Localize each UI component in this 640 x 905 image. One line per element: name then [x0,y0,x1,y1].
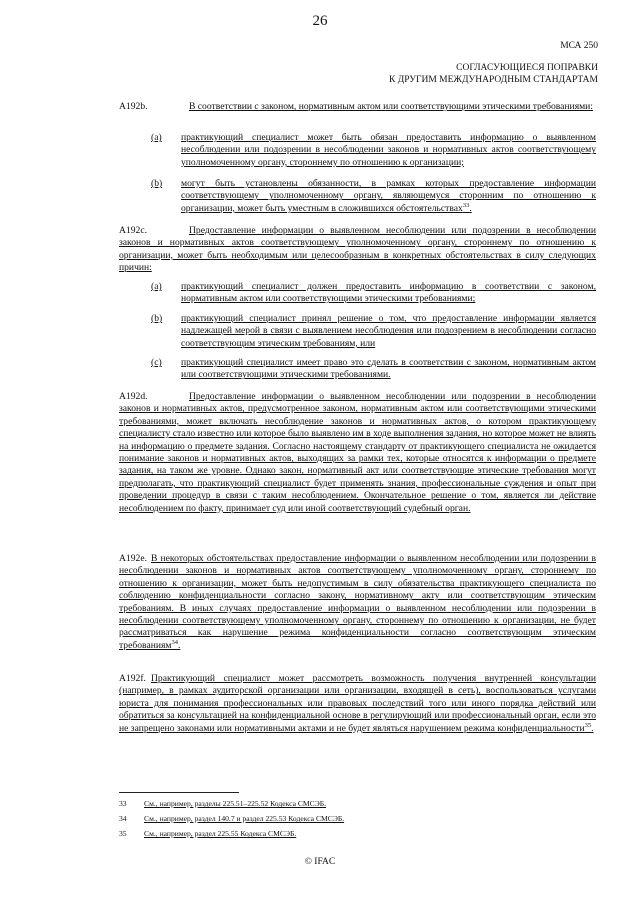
paragraph-tail: . [591,722,594,734]
paragraph-tail: . [177,639,181,651]
paragraph-text: В некоторых обстоятельствах предоставление информации о выявленном несоблюдении или подозрении в несоблюдении законов и нормативных актов соответствующему уполномоченному органу, стороннему по отношению к организации, может быть недопустимым в силу обязательства практикующего специалиста по соблюдению конфиденциальности согласно закону, нормативному акту или соответствующим этическим требованиям. В иных случаях предоставление информации о выявленном несоблюдении или подозрении в несоблюдении соответствующему уполномоченному органу, стороннему по отношению к организации, не будет рассматриваться как нарушение режима конфиденциальности согласно соответствующим этическим требованиям [119,553,596,651]
footnote-number: 35 [119,829,127,838]
footnote-number: 34 [119,814,127,823]
paragraph-text-wrap [119,553,596,652]
list-item-text: практикующий специалист должен предоставить информацию в соответствии с законом, нормативным актом или соответствующими этическими требованиями; [181,281,596,305]
page-number: 26 [312,13,328,29]
paragraph-text: Практикующий специалист может рассмотреть возможность получения внутренней консультации (например, в рамках аудиторской организации или организации, входящей в сеть), воспользоваться услугами юриста для понимания профессиональных или правовых последствий того или иного порядка действий или обратиться за консультацией на конфиденциальной основе в регулирующий или профессиональный орган, если это не запрещено законами или нормативными актами и не будет являться нарушением режима конфиденциальности [119,673,596,734]
footnote-text: См., например, раздел 225.55 Кодекса СМСЭБ. [144,829,297,838]
footnote [119,814,589,823]
list-item [151,357,596,382]
list-item-text: практикующий специалист принял решение о том, что предоставление информации является надлежащей мерой в связи с выявлением несоблюдения или подозрением в несоблюдении согласно соответствующим этическим требованиям, или [181,313,596,349]
footnote-ref-35: 35 [584,721,592,729]
paragraph-label: A192d. [119,391,148,402]
paragraph-text: В соответствии с законом, нормативным актом или соответствующими этическими требованиями: [189,101,593,112]
paragraph-text: Предоставление информации о выявленном несоблюдении или подозрении в несоблюдении законов и нормативных актов соответствующему уполномоченному органу, стороннему по отношению к организации, может быть необходимым или целесообразным в конкретных обстоятельствах в силу следующих причин: [119,225,596,274]
paragraph-text-wrap [119,673,596,735]
standard-code: МСА 250 [560,41,598,51]
list-item [151,178,596,215]
list-item-label: (a) [151,132,162,143]
paragraph-label: A192c. [119,225,147,236]
footnote [119,829,589,838]
footnote-ref-33: 33 [462,201,470,209]
list-item-tail: . [469,202,472,214]
section-header-line-1: СОГЛАСУЮЩИЕСЯ ПОПРАВКИ [456,63,598,73]
paragraph-a192e [119,553,596,652]
list-item-text: практикующий специалист имеет право это сделать в соответствии с законом, нормативным актом или соответствующими этическими требованиями. [181,357,596,381]
list-item [151,313,596,350]
paragraph-a192f [119,673,596,735]
paragraph-text: Предоставление информации о выявленном несоблюдении или подозрении в несоблюдении законов и нормативных актов, предусмотренное законом, нормативным актом или соответствующими этическими требованиями, может включать несоблюдение законов и нормативных актов, о котором практикующему специалисту стало известно или которое было выявлено им в ходе выполнения задания, но которое может не влиять на информацию о предмете задания. Согласно настоящему стандарту от практикующего специалиста не ожидается понимание законов и нормативных актов, выходящих за рамки тех, которые относятся к информации о предмете задания, на таком же уровне. Однако закон, нормативный акт или соответствующие этические требования могут предполагать, что практикующий специалист будет применять знания, профессиональные суждения и опыт при проведении процедур в связи с таким несоблюдением. Окончательное решение о том, является ли действие несоблюдением по факту, принимает суд или иной соответствующий судебный орган. [119,391,596,514]
copyright-footer: © IFAC [304,857,336,867]
footnote-number: 33 [119,799,127,808]
footnote-divider [119,792,239,793]
list-item-label: (a) [151,281,162,292]
paragraph-label: A192b. [119,101,148,112]
footnote-text: См., например, раздел 140.7 и раздел 225.53 Кодекса СМСЭБ. [144,814,345,823]
paragraph-a192d [119,391,596,515]
list-item-text: могут быть установлены обязанности, в рамках которых предоставление информации соответствующему уполномоченному органу, являющемуся сторонним по отношению к организации, может быть уместным в сложившихся обстоятельствах [181,178,596,214]
list-item-label: (b) [151,178,163,189]
list-item [151,132,596,169]
list-item-label: (c) [151,357,162,368]
list-item-text: практикующий специалист может быть обязан предоставить информацию о выявленном несоблюдении или подозрении в несоблюдении законов и нормативных актов соответствующему уполномоченному органу, стороннему по отношению к организации; [181,132,596,168]
paragraph-a192c [119,225,596,275]
list-item-label: (b) [151,313,163,324]
paragraph-label: A192e. [119,553,147,564]
footnote-ref-34: 34 [171,638,178,646]
list-item-text-wrap [151,178,596,215]
list-item [151,281,596,306]
footnote [119,799,589,808]
section-header-line-2: К ДРУГИМ МЕЖДУНАРОДНЫМ СТАНДАРТАМ [389,75,598,85]
paragraph-a192b [119,101,596,113]
footnote-text: См., например, разделы 225.51–225.52 Кодекса СМСЭБ. [144,799,326,808]
paragraph-label: A192f. [119,673,146,684]
